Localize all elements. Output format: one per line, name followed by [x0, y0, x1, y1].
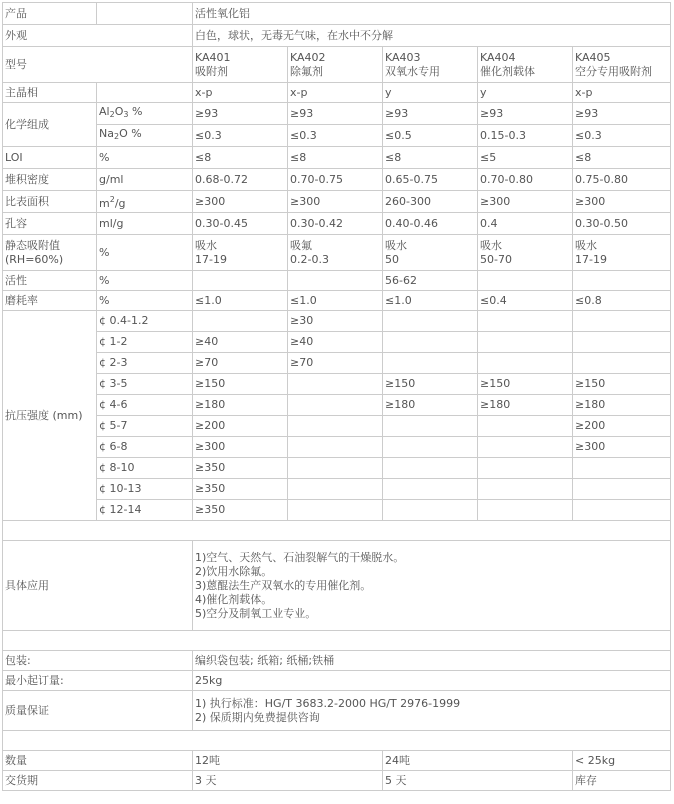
value-cell	[193, 311, 288, 332]
value-cell: ≤0.5	[383, 125, 478, 147]
value-cell: ≤5	[478, 147, 573, 169]
value-cell: 12吨	[193, 751, 383, 771]
value-cell: ≥93	[383, 103, 478, 125]
row-quantity	[3, 751, 671, 771]
label-delivery: 交货期	[3, 771, 193, 791]
value-cell: 260-300	[383, 191, 478, 213]
value-cell: ≤1.0	[288, 291, 383, 311]
unit-static: %	[97, 235, 193, 271]
value-cell: 5 天	[383, 771, 573, 791]
value-cell: ≤8	[573, 147, 671, 169]
value-cell: y	[478, 83, 573, 103]
value-cell: x-p	[193, 83, 288, 103]
size-cell: ¢ 5-7	[97, 416, 193, 437]
size-cell: ¢ 4-6	[97, 395, 193, 416]
label-line: (RH=60%)	[5, 252, 64, 266]
value-cell	[383, 332, 478, 353]
row-loi	[3, 147, 671, 169]
static-cell	[383, 235, 478, 271]
static-cell	[478, 235, 573, 271]
value-cell: x-p	[573, 83, 671, 103]
model-code: KA402	[290, 50, 326, 64]
row-strength	[3, 437, 671, 458]
value-cell	[478, 458, 573, 479]
value-cell	[288, 416, 383, 437]
size-cell: ¢ 10-13	[97, 479, 193, 500]
value-cell: ≥180	[478, 395, 573, 416]
formula-subscript: 2	[113, 132, 120, 141]
value-cell: y	[383, 83, 478, 103]
static-name: 吸水	[195, 238, 217, 252]
quality-line: 1) 执行标准：HG/T 3683.2-2000 HG/T 2976-1999	[195, 696, 461, 710]
value-cell: 0.70-0.75	[288, 169, 383, 191]
value-cell: ≥150	[478, 374, 573, 395]
quality-line: 2) 保质期内免费提供咨询	[195, 710, 320, 724]
value-cell: ≥93	[478, 103, 573, 125]
value-cell	[573, 500, 671, 521]
row-static	[3, 235, 671, 271]
value-cell: ≤0.4	[478, 291, 573, 311]
value-cell: x-p	[288, 83, 383, 103]
label-activity: 活性	[3, 271, 97, 291]
value-cell: ≥150	[573, 374, 671, 395]
value-cell: 0.70-0.80	[478, 169, 573, 191]
row-spacer	[3, 631, 671, 651]
value-cell	[383, 311, 478, 332]
formula-part: O	[119, 127, 128, 140]
value-cell: ≥180	[573, 395, 671, 416]
formula-subscript: 2	[109, 110, 115, 119]
value-packing: 编织袋包装; 纸箱; 纸桶;铁桶	[193, 651, 671, 671]
row-spacer	[3, 521, 671, 541]
model-code: KA405	[575, 50, 611, 64]
value-cell: ≤1.0	[383, 291, 478, 311]
model-use: 除氟剂	[290, 64, 323, 78]
value-cell: 24吨	[383, 751, 573, 771]
value-cell	[288, 437, 383, 458]
value-cell: ≥150	[193, 374, 288, 395]
value-cell	[288, 458, 383, 479]
value-cell: ≥200	[573, 416, 671, 437]
value-cell	[573, 311, 671, 332]
label-surface: 比表面积	[3, 191, 97, 213]
value-cell: ≥300	[193, 437, 288, 458]
value-cell	[383, 500, 478, 521]
row-strength	[3, 374, 671, 395]
application-line: 2)饮用水除氟。	[195, 564, 273, 578]
value-cell	[383, 458, 478, 479]
static-value: 0.2-0.3	[290, 252, 329, 266]
label-packing: 包装:	[3, 651, 193, 671]
value-cell: ≥180	[193, 395, 288, 416]
label-strength: 抗压强度 (mm)	[3, 311, 97, 521]
value-cell	[573, 479, 671, 500]
model-use: 吸附剂	[195, 64, 228, 78]
label-model: 型号	[3, 47, 193, 83]
value-cell	[383, 479, 478, 500]
model-cell	[383, 47, 478, 83]
value-cell: 0.75-0.80	[573, 169, 671, 191]
value-cell	[478, 311, 573, 332]
model-use: 双氧水专用	[385, 64, 440, 78]
value-cell	[288, 374, 383, 395]
value-cell: 3 天	[193, 771, 383, 791]
value-cell: ≥300	[573, 191, 671, 213]
row-al2o3	[3, 103, 671, 125]
value-cell: 0.15-0.3	[478, 125, 573, 147]
value-cell: ≥93	[573, 103, 671, 125]
formula-unit: %	[128, 105, 143, 118]
static-cell	[573, 235, 671, 271]
unit-abrasion: %	[97, 291, 193, 311]
static-name: 吸水	[575, 238, 597, 252]
size-cell: ¢ 0.4-1.2	[97, 311, 193, 332]
static-cell	[193, 235, 288, 271]
blank-row	[3, 631, 671, 651]
value-cell: ≥350	[193, 458, 288, 479]
model-cell	[478, 47, 573, 83]
value-cell	[478, 353, 573, 374]
value-cell	[383, 416, 478, 437]
static-value: 17-19	[195, 252, 227, 266]
value-cell: ≥93	[288, 103, 383, 125]
static-name: 吸水	[385, 238, 407, 252]
row-na2o	[3, 125, 671, 147]
value-cell	[573, 271, 671, 291]
unit-loi: %	[97, 147, 193, 169]
value-cell	[288, 479, 383, 500]
row-activity	[3, 271, 671, 291]
value-cell: < 25kg	[573, 751, 671, 771]
value-cell: ≤1.0	[193, 291, 288, 311]
value-cell	[288, 500, 383, 521]
value-cell: 0.30-0.42	[288, 213, 383, 235]
row-strength	[3, 416, 671, 437]
model-code: KA403	[385, 50, 421, 64]
value-cell: 0.30-0.50	[573, 213, 671, 235]
application-line: 3)蒽醌法生产双氧水的专用催化剂。	[195, 578, 372, 592]
label-density: 堆积密度	[3, 169, 97, 191]
row-application	[3, 541, 671, 631]
size-cell: ¢ 6-8	[97, 437, 193, 458]
unit-part: m	[99, 196, 110, 210]
value-cell: ≥300	[573, 437, 671, 458]
model-cell	[193, 47, 288, 83]
size-cell: ¢ 1-2	[97, 332, 193, 353]
value-cell: ≤0.3	[288, 125, 383, 147]
row-strength	[3, 332, 671, 353]
value-cell: ≥300	[193, 191, 288, 213]
formula-part: Al	[99, 105, 110, 118]
value-cell: 0.30-0.45	[193, 213, 288, 235]
value-cell: ≥350	[193, 500, 288, 521]
value-cell: ≤0.8	[573, 291, 671, 311]
blank-cell	[97, 83, 193, 103]
value-cell: ≥93	[193, 103, 288, 125]
label-appearance: 外观	[3, 25, 193, 47]
value-cell: ≥300	[288, 191, 383, 213]
value-cell	[288, 271, 383, 291]
value-cell: ≥30	[288, 311, 383, 332]
unit-pore: ml/g	[97, 213, 193, 235]
value-application	[193, 541, 671, 631]
label-loi: LOI	[3, 147, 97, 169]
row-strength	[3, 479, 671, 500]
size-cell: ¢ 12-14	[97, 500, 193, 521]
label-pore: 孔容	[3, 213, 97, 235]
value-cell	[478, 416, 573, 437]
model-code: KA404	[480, 50, 516, 64]
value-cell	[478, 479, 573, 500]
model-use: 空分专用吸附剂	[575, 64, 652, 78]
static-cell	[288, 235, 383, 271]
static-value: 50-70	[480, 252, 512, 266]
label-quantity: 数量	[3, 751, 193, 771]
row-strength	[3, 458, 671, 479]
model-use: 催化剂载体	[480, 64, 535, 78]
value-cell	[478, 500, 573, 521]
row-abrasion	[3, 291, 671, 311]
static-name: 吸水	[480, 238, 502, 252]
value-cell	[573, 353, 671, 374]
application-line: 5)空分及制氧工业专业。	[195, 606, 317, 620]
model-code: KA401	[195, 50, 231, 64]
value-cell: 56-62	[383, 271, 478, 291]
row-packing	[3, 651, 671, 671]
value-cell	[478, 437, 573, 458]
unit-density: g/ml	[97, 169, 193, 191]
value-cell: ≤0.3	[193, 125, 288, 147]
label-application: 具体应用	[3, 541, 193, 631]
blank-row	[3, 731, 671, 751]
blank-cell	[97, 3, 193, 25]
unit-part: /g	[114, 196, 126, 210]
row-strength	[3, 353, 671, 374]
value-appearance: 白色，球状，无毒无气味，在水中不分解	[193, 25, 671, 47]
row-appearance	[3, 25, 671, 47]
value-cell: ≤0.3	[573, 125, 671, 147]
value-cell: 0.40-0.46	[383, 213, 478, 235]
value-product: 活性氧化铝	[193, 3, 671, 25]
value-moq: 25kg	[193, 671, 671, 691]
row-surface	[3, 191, 671, 213]
application-line: 1)空气、天然气、石油裂解气的干燥脱水。	[195, 550, 405, 564]
label-quality: 质量保证	[3, 691, 193, 731]
application-line: 4)催化剂载体。	[195, 592, 273, 606]
value-cell: ≥70	[193, 353, 288, 374]
value-cell: 0.65-0.75	[383, 169, 478, 191]
value-cell: ≥350	[193, 479, 288, 500]
static-name: 吸氟	[290, 238, 312, 252]
row-quality	[3, 691, 671, 731]
model-cell	[573, 47, 671, 83]
value-cell: 库存	[573, 771, 671, 791]
value-cell: ≥180	[383, 395, 478, 416]
value-cell: ≥40	[288, 332, 383, 353]
value-cell	[288, 395, 383, 416]
label-product: 产品	[3, 3, 97, 25]
unit-al2o3	[97, 103, 193, 125]
row-delivery	[3, 771, 671, 791]
row-moq	[3, 671, 671, 691]
value-cell	[383, 437, 478, 458]
label-moq: 最小起订量:	[3, 671, 193, 691]
row-pore	[3, 213, 671, 235]
unit-na2o	[97, 125, 193, 147]
value-cell	[573, 458, 671, 479]
size-cell: ¢ 8-10	[97, 458, 193, 479]
value-cell	[478, 332, 573, 353]
value-cell: ≥200	[193, 416, 288, 437]
label-composition: 化学组成	[3, 103, 97, 147]
value-cell: 0.68-0.72	[193, 169, 288, 191]
value-cell: ≥40	[193, 332, 288, 353]
static-value: 17-19	[575, 252, 607, 266]
static-value: 50	[385, 252, 399, 266]
value-cell	[573, 332, 671, 353]
row-product	[3, 3, 671, 25]
row-strength	[3, 500, 671, 521]
value-cell: ≤8	[288, 147, 383, 169]
unit-surface	[97, 191, 193, 213]
formula-unit: %	[127, 127, 142, 140]
row-strength	[3, 395, 671, 416]
unit-activity: %	[97, 271, 193, 291]
value-cell: ≥70	[288, 353, 383, 374]
row-density	[3, 169, 671, 191]
formula-subscript: 3	[123, 110, 129, 119]
label-static	[3, 235, 97, 271]
spec-table	[2, 2, 671, 791]
value-cell: ≥150	[383, 374, 478, 395]
unit-superscript: 2	[109, 194, 115, 204]
value-cell	[478, 271, 573, 291]
value-cell: ≤8	[383, 147, 478, 169]
row-phase	[3, 83, 671, 103]
blank-row	[3, 521, 671, 541]
row-model	[3, 47, 671, 83]
label-abrasion: 磨耗率	[3, 291, 97, 311]
size-cell: ¢ 2-3	[97, 353, 193, 374]
value-cell	[383, 353, 478, 374]
label-phase: 主晶相	[3, 83, 97, 103]
value-cell: 0.4	[478, 213, 573, 235]
row-strength	[3, 311, 671, 332]
formula-part: Na	[99, 127, 114, 140]
formula-part: O	[114, 105, 124, 118]
label-line: 静态吸附值	[5, 238, 60, 252]
model-cell	[288, 47, 383, 83]
value-cell: ≥300	[478, 191, 573, 213]
value-cell: ≤8	[193, 147, 288, 169]
value-cell	[193, 271, 288, 291]
row-spacer	[3, 731, 671, 751]
size-cell: ¢ 3-5	[97, 374, 193, 395]
value-quality	[193, 691, 671, 731]
